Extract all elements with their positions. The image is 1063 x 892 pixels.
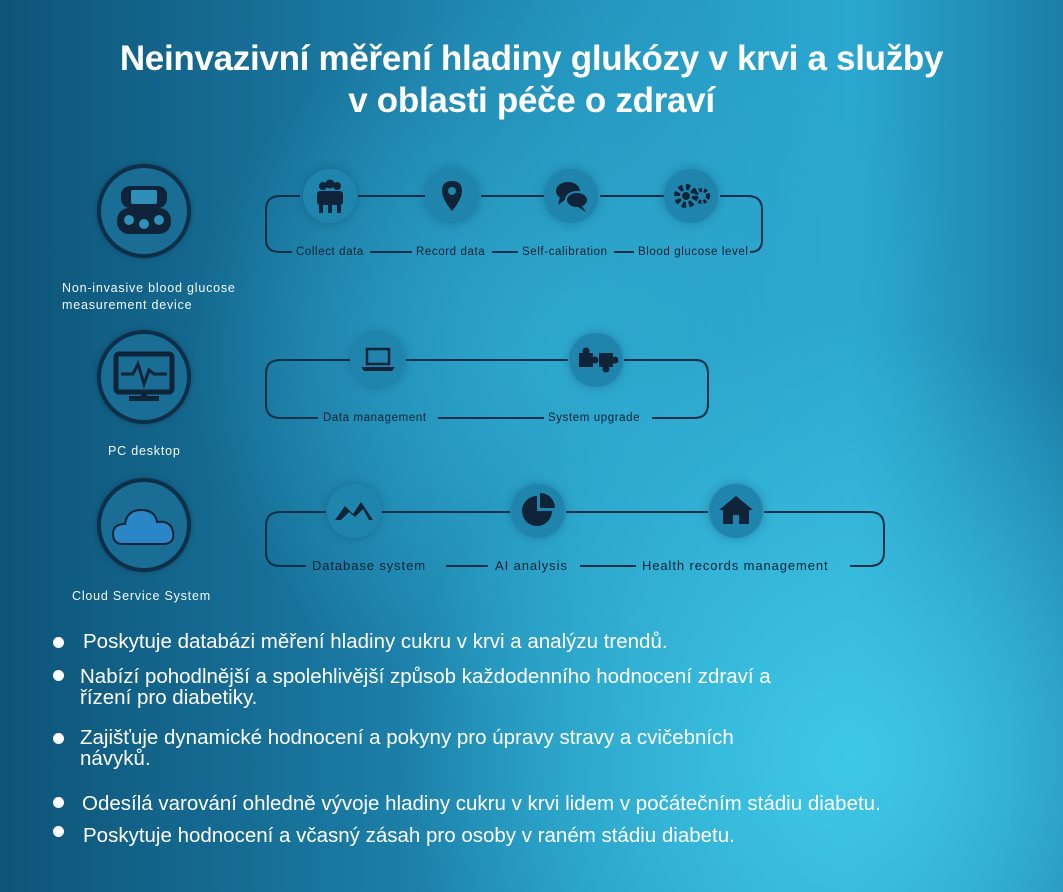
node-data-management [351,333,405,387]
node-ai-analysis [511,484,565,538]
puzzle-icon [569,333,623,387]
area-chart-icon [327,484,381,538]
node-system-upgrade [569,333,623,387]
device-label-glucose: Non-invasive blood glucose measurement device [62,281,236,312]
bullet-3: Zajišťuje dynamické hodnocení a pokyny pro úpravy stravy a cvičebních návyků. [80,726,734,770]
step-self-calibration: Self-calibration [522,246,608,258]
step-database-system: Database system [312,558,426,573]
home-icon [709,484,763,538]
node-collect [303,169,357,223]
step-data-management: Data management [323,412,427,424]
device-label-pc: PC desktop [108,444,181,458]
bullet-2: Nabízí pohodlnější a spolehlivější způsob každodenního hodnocení zdraví a řízení pro diabetiky. [80,665,771,709]
bullet-4: Odesílá varování ohledně vývoje hladiny cukru v krvi lidem v počátečním stádiu diabetu. [82,792,881,815]
title-line-1: Neinvazivní měření hladiny glukózy v krvi a služby [119,39,944,78]
people-icon [303,169,357,223]
step-blood-glucose-level: Blood glucose level [638,246,749,258]
bullet-dot [53,826,64,837]
bullet-1: Poskytuje databázi měření hladiny cukru v krvi a analýzu trendů. [83,630,668,653]
bullet-dot [53,670,64,681]
node-glucose-level [664,169,718,223]
bullet-5: Poskytuje hodnocení a včasný zásah pro osoby v raném stádiu diabetu. [83,824,735,847]
location-pin-icon [425,169,479,223]
device-label-cloud: Cloud Service System [72,589,211,603]
node-database [327,484,381,538]
bullet-dot [53,733,64,744]
step-collect-data: Collect data [296,246,364,258]
step-system-upgrade: System upgrade [548,412,641,424]
gears-icon [664,169,718,223]
node-calibration [544,169,598,223]
step-ai-analysis: AI analysis [495,558,568,573]
bullet-dot [53,637,64,648]
node-record [425,169,479,223]
pie-chart-icon [511,484,565,538]
laptop-icon [351,333,405,387]
step-health-records-management: Health records management [642,558,829,573]
title-line-2: v oblasti péče o zdraví [348,81,715,120]
chat-bubbles-icon [544,169,598,223]
node-health-records [709,484,763,538]
bullet-dot [53,797,64,808]
step-record-data: Record data [416,246,486,258]
